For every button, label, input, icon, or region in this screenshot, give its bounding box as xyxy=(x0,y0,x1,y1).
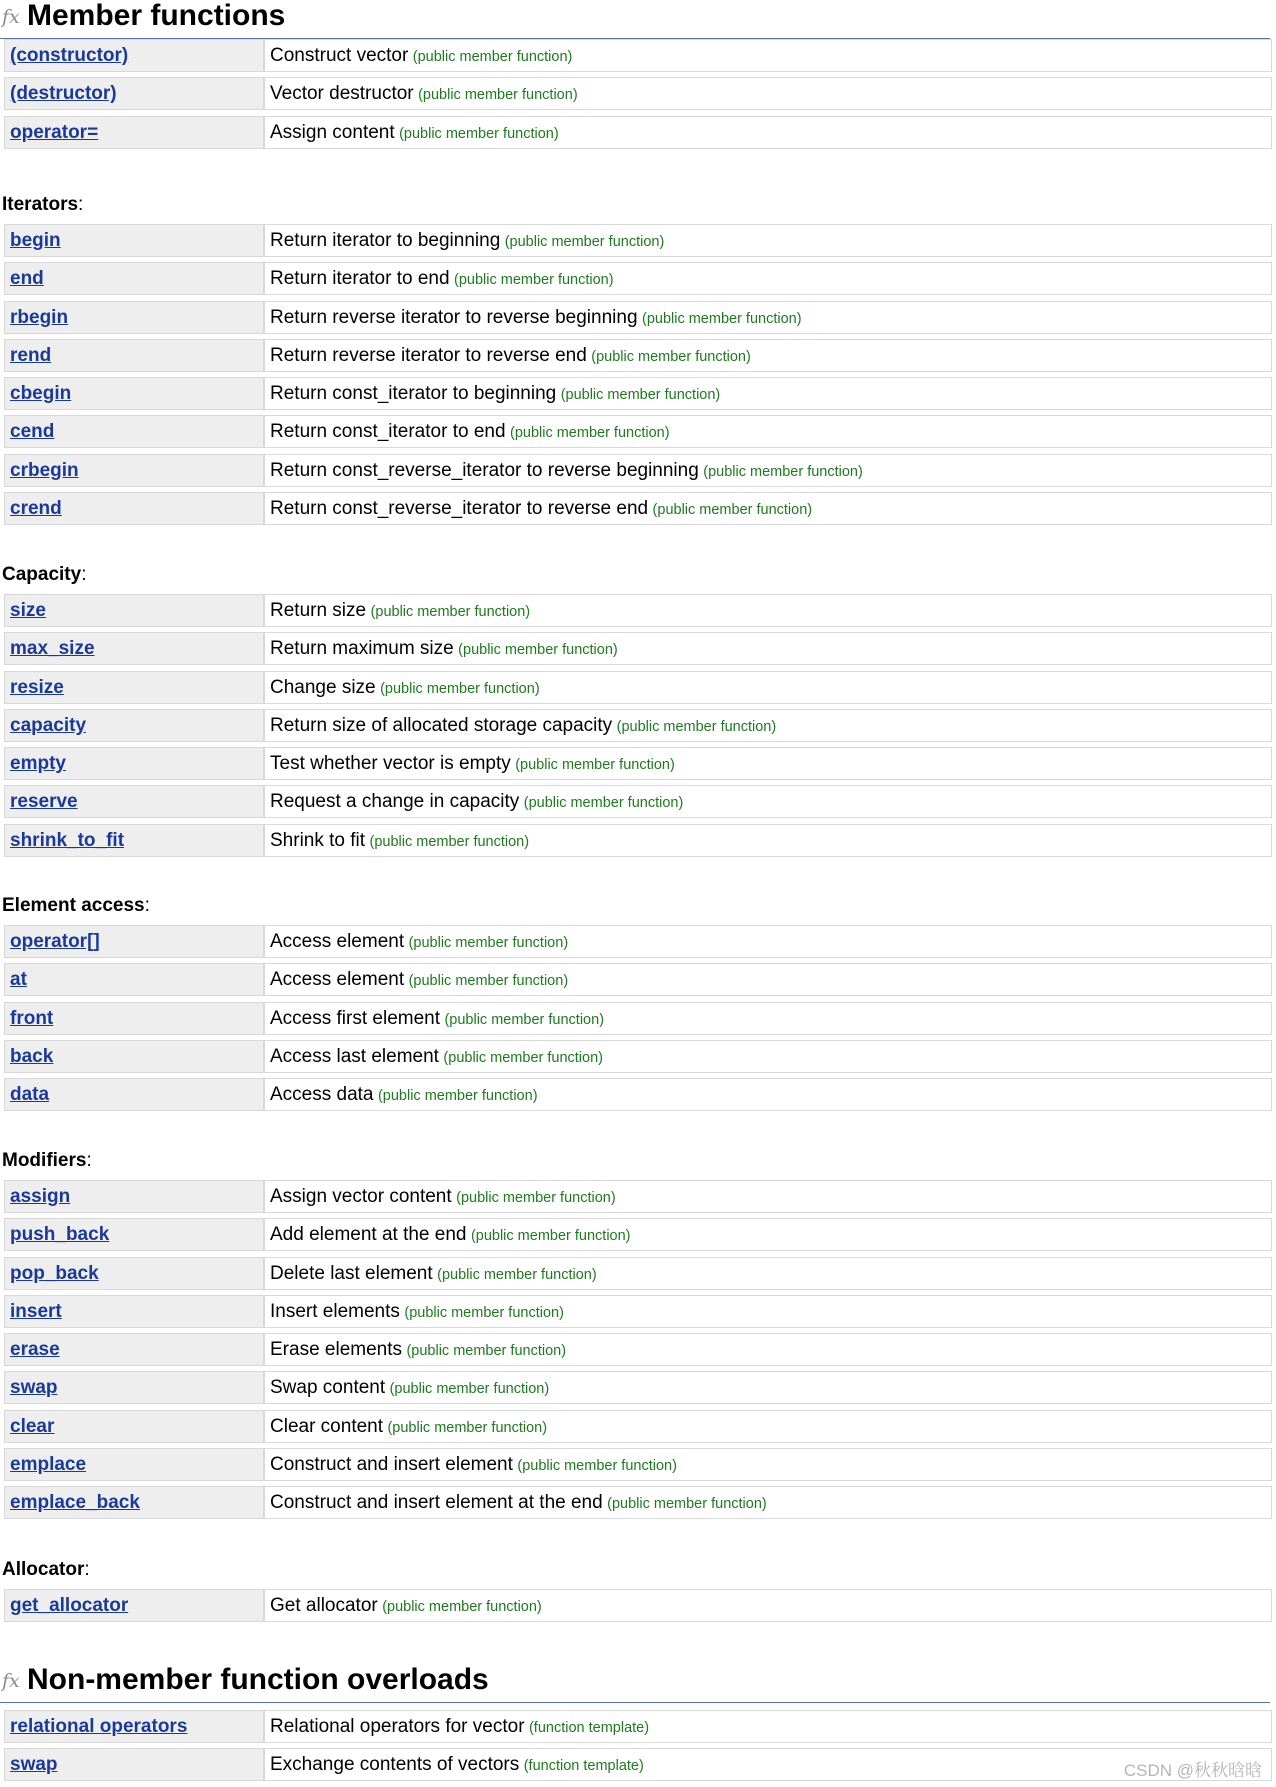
description xyxy=(270,1377,549,1399)
description xyxy=(270,677,540,699)
description xyxy=(270,498,812,520)
description-cell xyxy=(264,224,1272,257)
description xyxy=(270,715,776,737)
description xyxy=(270,307,802,329)
table-row xyxy=(4,1257,1274,1290)
table-row xyxy=(4,785,1274,818)
function-kind: (public member function) xyxy=(458,642,618,659)
name-cell xyxy=(4,1078,264,1111)
group-label-text: Allocator xyxy=(2,1559,85,1580)
table-row xyxy=(4,1295,1274,1328)
table-row xyxy=(4,1589,1274,1622)
description-cell xyxy=(264,1486,1272,1519)
description-text: Return reverse iterator to reverse beginning xyxy=(270,306,638,328)
description-cell xyxy=(264,963,1272,996)
name-cell xyxy=(4,1371,264,1404)
fx-icon: fx xyxy=(2,6,20,28)
function-kind: (public member function) xyxy=(470,1228,631,1245)
function-kind: (public member function) xyxy=(504,234,665,250)
group-label-text: Capacity xyxy=(2,564,82,585)
table-row xyxy=(4,454,1274,487)
description xyxy=(270,1754,644,1776)
table-row xyxy=(4,594,1274,627)
table-row xyxy=(4,632,1274,665)
function-kind: (public member function) xyxy=(406,1343,567,1360)
table-row xyxy=(4,1078,1274,1111)
name-cell xyxy=(4,1333,264,1366)
member-functions-heading xyxy=(0,0,1270,39)
description-cell xyxy=(264,1710,1272,1743)
description-cell xyxy=(264,1448,1272,1481)
function-link[interactable]: begin xyxy=(10,230,61,251)
description xyxy=(270,122,559,144)
name-cell xyxy=(4,594,264,627)
name-cell xyxy=(4,262,264,295)
table-row xyxy=(4,492,1274,525)
description-cell xyxy=(264,1040,1272,1073)
description-cell xyxy=(264,1002,1272,1035)
description-cell xyxy=(264,632,1272,665)
table-row xyxy=(4,671,1274,704)
description-text: Vector destructor xyxy=(270,83,414,105)
function-kind: (public member function) xyxy=(389,1381,550,1398)
description xyxy=(270,1416,547,1438)
table-row xyxy=(4,116,1274,149)
name-cell xyxy=(4,747,264,780)
description-text: Return maximum size xyxy=(270,638,454,660)
description-cell xyxy=(264,785,1272,818)
function-link[interactable]: crbegin xyxy=(10,459,79,481)
description-text: Shrink to fit xyxy=(270,829,366,851)
description-text: Return iterator to end xyxy=(270,268,450,290)
name-cell xyxy=(4,1448,264,1481)
function-kind: (public member function) xyxy=(607,1496,767,1513)
group-label-iterators: Iterators: xyxy=(2,194,84,215)
function-kind: (public member function) xyxy=(591,348,751,365)
function-link[interactable]: get_allocator xyxy=(10,1595,129,1616)
function-kind: (public member function) xyxy=(515,757,675,774)
function-link[interactable]: rend xyxy=(10,344,52,366)
function-link[interactable]: resize xyxy=(10,676,64,698)
function-link[interactable]: relational operators xyxy=(10,1716,188,1737)
function-kind: (public member function) xyxy=(444,1011,605,1028)
name-cell xyxy=(4,1748,264,1781)
table-row xyxy=(4,747,1274,780)
table-row xyxy=(4,1371,1274,1404)
description-text: Delete last element xyxy=(270,1262,433,1284)
description-text: Insert elements xyxy=(270,1300,400,1322)
function-link[interactable]: reserve xyxy=(10,791,78,813)
description-cell xyxy=(264,1371,1272,1404)
description-cell xyxy=(264,1257,1272,1290)
table-row xyxy=(4,1218,1274,1251)
description-cell xyxy=(264,1589,1272,1622)
name-cell xyxy=(4,339,264,372)
function-link[interactable]: swap xyxy=(10,1754,58,1776)
description-text: Access element xyxy=(270,931,405,952)
function-kind: (function template) xyxy=(528,1720,650,1736)
description-text: Erase elements xyxy=(270,1339,403,1361)
description-cell xyxy=(264,1410,1272,1443)
function-link[interactable]: (constructor) xyxy=(10,45,129,66)
name-cell xyxy=(4,77,264,110)
table-row xyxy=(4,1002,1274,1035)
description-cell xyxy=(264,925,1272,958)
ref-table-allocator xyxy=(4,1589,1274,1627)
description-cell xyxy=(264,116,1272,149)
function-link[interactable]: cbegin xyxy=(10,383,72,405)
description-cell xyxy=(264,1218,1272,1251)
function-link[interactable]: rbegin xyxy=(10,306,69,328)
function-kind: (public member function) xyxy=(523,795,684,812)
description xyxy=(270,1008,604,1030)
function-link[interactable]: max_size xyxy=(10,638,95,660)
description-text: Construct and insert element xyxy=(270,1454,513,1476)
description-text: Construct and insert element at the end xyxy=(270,1492,603,1514)
function-link[interactable]: cend xyxy=(10,421,55,443)
function-link[interactable]: capacity xyxy=(10,714,87,736)
function-link[interactable]: shrink_to_fit xyxy=(10,829,125,851)
name-cell xyxy=(4,1295,264,1328)
table-row xyxy=(4,824,1274,857)
name-cell xyxy=(4,632,264,665)
ref-table-element-access xyxy=(4,925,1274,1116)
function-link[interactable]: operator[] xyxy=(10,931,100,952)
name-cell xyxy=(4,301,264,334)
function-link[interactable]: size xyxy=(10,600,46,621)
section-title: Member functions xyxy=(27,0,286,32)
description xyxy=(270,1339,566,1361)
description xyxy=(270,1084,538,1106)
description-text: Return reverse iterator to reverse end xyxy=(270,344,587,366)
table-row xyxy=(4,77,1274,110)
name-cell xyxy=(4,824,264,857)
table-row xyxy=(4,925,1274,958)
name-cell xyxy=(4,39,264,72)
function-kind: (public member function) xyxy=(641,310,802,327)
function-link[interactable]: push_back xyxy=(10,1224,110,1246)
table-row xyxy=(4,709,1274,742)
table-row xyxy=(4,1040,1274,1073)
description-cell xyxy=(264,1180,1272,1213)
name-cell xyxy=(4,454,264,487)
function-kind: (public member function) xyxy=(377,1088,538,1105)
description xyxy=(270,383,720,405)
description xyxy=(270,268,614,290)
description-text: Change size xyxy=(270,676,376,698)
description-cell xyxy=(264,1333,1272,1366)
function-link[interactable]: erase xyxy=(10,1339,60,1361)
name-cell xyxy=(4,671,264,704)
function-kind: (public member function) xyxy=(652,502,813,519)
description xyxy=(270,230,664,252)
description-cell xyxy=(264,454,1272,487)
description-cell xyxy=(264,1078,1272,1111)
function-kind: (public member function) xyxy=(703,463,863,480)
group-label-text: Modifiers xyxy=(2,1150,87,1171)
description-text: Return const_iterator to end xyxy=(270,421,506,443)
name-cell xyxy=(4,1486,264,1519)
function-link[interactable]: emplace_back xyxy=(10,1492,140,1514)
name-cell xyxy=(4,377,264,410)
name-cell xyxy=(4,785,264,818)
table-row xyxy=(4,301,1274,334)
description xyxy=(270,638,618,660)
table-row xyxy=(4,1410,1274,1443)
description xyxy=(270,1595,542,1617)
description-text: Clear content xyxy=(270,1415,384,1437)
function-link[interactable]: empty xyxy=(10,753,66,775)
function-kind: (public member function) xyxy=(404,1304,564,1321)
non-member-heading xyxy=(0,1664,1270,1703)
description xyxy=(270,1301,564,1323)
description-text: Get allocator xyxy=(270,1595,378,1616)
description xyxy=(270,753,675,775)
function-kind: (public member function) xyxy=(560,387,721,404)
description-text: Test whether vector is empty xyxy=(270,753,511,775)
description-text: Access element xyxy=(270,969,405,991)
function-link[interactable]: clear xyxy=(10,1415,55,1437)
description-text: Construct vector xyxy=(270,45,409,66)
function-kind: (public member function) xyxy=(380,680,540,697)
description xyxy=(270,1263,597,1285)
name-cell xyxy=(4,925,264,958)
ref-table-capacity xyxy=(4,594,1274,862)
description-text: Return const_reverse_iterator to reverse end xyxy=(270,498,649,520)
function-kind: (public member function) xyxy=(456,1190,616,1206)
name-cell xyxy=(4,1589,264,1622)
description-cell xyxy=(264,415,1272,448)
group-label-text: Iterators xyxy=(2,194,79,215)
function-kind: (public member function) xyxy=(369,833,530,850)
name-cell xyxy=(4,1710,264,1743)
name-cell xyxy=(4,1002,264,1035)
name-cell xyxy=(4,1257,264,1290)
group-label-allocator: Allocator: xyxy=(2,1559,90,1580)
table-row xyxy=(4,1486,1274,1519)
function-kind: (public member function) xyxy=(399,125,559,142)
description-cell xyxy=(264,747,1272,780)
ref-table-modifiers xyxy=(4,1180,1274,1525)
description-text: Request a change in capacity xyxy=(270,791,520,813)
function-kind: (public member function) xyxy=(370,604,531,620)
group-label-capacity: Capacity: xyxy=(2,564,87,585)
function-link[interactable]: data xyxy=(10,1084,50,1106)
table-row xyxy=(4,1748,1274,1781)
description-cell xyxy=(264,301,1272,334)
ref-table-iterators xyxy=(4,224,1274,530)
function-link[interactable]: swap xyxy=(10,1377,58,1399)
table-row xyxy=(4,262,1274,295)
fx-icon: fx xyxy=(2,1670,20,1692)
function-kind: (public member function) xyxy=(517,1458,677,1475)
description xyxy=(270,830,529,852)
function-kind: (public member function) xyxy=(408,973,569,990)
description-text: Assign vector content xyxy=(270,1186,452,1207)
description xyxy=(270,1492,767,1514)
name-cell xyxy=(4,224,264,257)
description xyxy=(270,421,670,443)
description-text: Access first element xyxy=(270,1007,440,1029)
description-cell xyxy=(264,492,1272,525)
table-row xyxy=(4,415,1274,448)
function-link[interactable]: end xyxy=(10,268,44,290)
table-row xyxy=(4,1180,1274,1213)
description-cell xyxy=(264,377,1272,410)
description xyxy=(270,1224,631,1246)
table-row xyxy=(4,1448,1274,1481)
description-text: Return size of allocated storage capacity xyxy=(270,714,613,736)
name-cell xyxy=(4,709,264,742)
description-cell xyxy=(264,339,1272,372)
description-text: Access last element xyxy=(270,1045,439,1067)
description-cell xyxy=(264,709,1272,742)
table-row xyxy=(4,1333,1274,1366)
description-text: Swap content xyxy=(270,1377,386,1399)
function-kind: (public member function) xyxy=(382,1599,542,1615)
name-cell xyxy=(4,963,264,996)
description-cell xyxy=(264,671,1272,704)
description xyxy=(270,600,530,622)
description-text: Return iterator to beginning xyxy=(270,230,501,251)
table-row xyxy=(4,224,1274,257)
description-text: Return const_reverse_iterator to reverse beginning xyxy=(270,459,699,481)
description xyxy=(270,1046,603,1068)
name-cell xyxy=(4,1218,264,1251)
description-text: Add element at the end xyxy=(270,1224,467,1246)
function-link[interactable]: back xyxy=(10,1045,54,1067)
ref-table-general xyxy=(4,39,1274,154)
description xyxy=(270,969,568,991)
description xyxy=(270,345,751,367)
table-row xyxy=(4,377,1274,410)
table-row xyxy=(4,339,1274,372)
name-cell xyxy=(4,415,264,448)
description-text: Access data xyxy=(270,1084,374,1106)
function-link[interactable]: assign xyxy=(10,1186,71,1207)
function-kind: (public member function) xyxy=(412,49,573,65)
description-cell xyxy=(264,77,1272,110)
watermark: CSDN @秋秋晗晗 xyxy=(1123,1761,1262,1780)
function-kind: (public member function) xyxy=(509,425,670,442)
function-link[interactable]: (destructor) xyxy=(10,83,117,105)
description xyxy=(270,1186,616,1208)
description-cell xyxy=(264,824,1272,857)
name-cell xyxy=(4,1410,264,1443)
ref-table-non-member xyxy=(4,1710,1274,1787)
name-cell xyxy=(4,492,264,525)
description xyxy=(270,83,578,105)
description-cell xyxy=(264,1748,1272,1781)
function-link[interactable]: pop_back xyxy=(10,1262,99,1284)
group-label-modifiers: Modifiers: xyxy=(2,1150,92,1171)
name-cell xyxy=(4,1040,264,1073)
name-cell xyxy=(4,1180,264,1213)
function-kind: (public member function) xyxy=(437,1266,597,1283)
function-kind: (public member function) xyxy=(616,718,777,735)
function-link[interactable]: front xyxy=(10,1007,54,1029)
function-link[interactable]: emplace xyxy=(10,1454,87,1476)
group-label-element-access: Element access: xyxy=(2,895,150,916)
description-text: Assign content xyxy=(270,121,395,143)
description-cell xyxy=(264,262,1272,295)
description-text: Relational operators for vector xyxy=(270,1716,525,1737)
description-text: Return size xyxy=(270,600,367,621)
function-link[interactable]: insert xyxy=(10,1300,62,1322)
table-row xyxy=(4,963,1274,996)
table-row xyxy=(4,39,1274,72)
description xyxy=(270,1454,677,1476)
function-kind: (public member function) xyxy=(443,1049,603,1066)
table-row xyxy=(4,1710,1274,1743)
description-cell xyxy=(264,1295,1272,1328)
description-cell xyxy=(264,39,1272,72)
description xyxy=(270,791,683,813)
function-kind: (public member function) xyxy=(418,87,578,104)
function-kind: (public member function) xyxy=(408,935,569,951)
name-cell xyxy=(4,116,264,149)
description-cell xyxy=(264,594,1272,627)
group-label-text: Element access xyxy=(2,895,145,916)
description-text: Exchange contents of vectors xyxy=(270,1754,520,1776)
section-title: Non-member function overloads xyxy=(27,1663,489,1696)
description xyxy=(270,931,568,953)
description xyxy=(270,45,572,67)
description xyxy=(270,1716,649,1738)
function-kind: (public member function) xyxy=(454,272,614,289)
function-link[interactable]: operator= xyxy=(10,121,99,143)
function-link[interactable]: at xyxy=(10,969,27,991)
function-link[interactable]: crend xyxy=(10,498,62,520)
function-kind: (public member function) xyxy=(387,1419,548,1436)
function-kind: (function template) xyxy=(523,1758,644,1775)
description-text: Return const_iterator to beginning xyxy=(270,383,557,405)
description xyxy=(270,460,863,482)
